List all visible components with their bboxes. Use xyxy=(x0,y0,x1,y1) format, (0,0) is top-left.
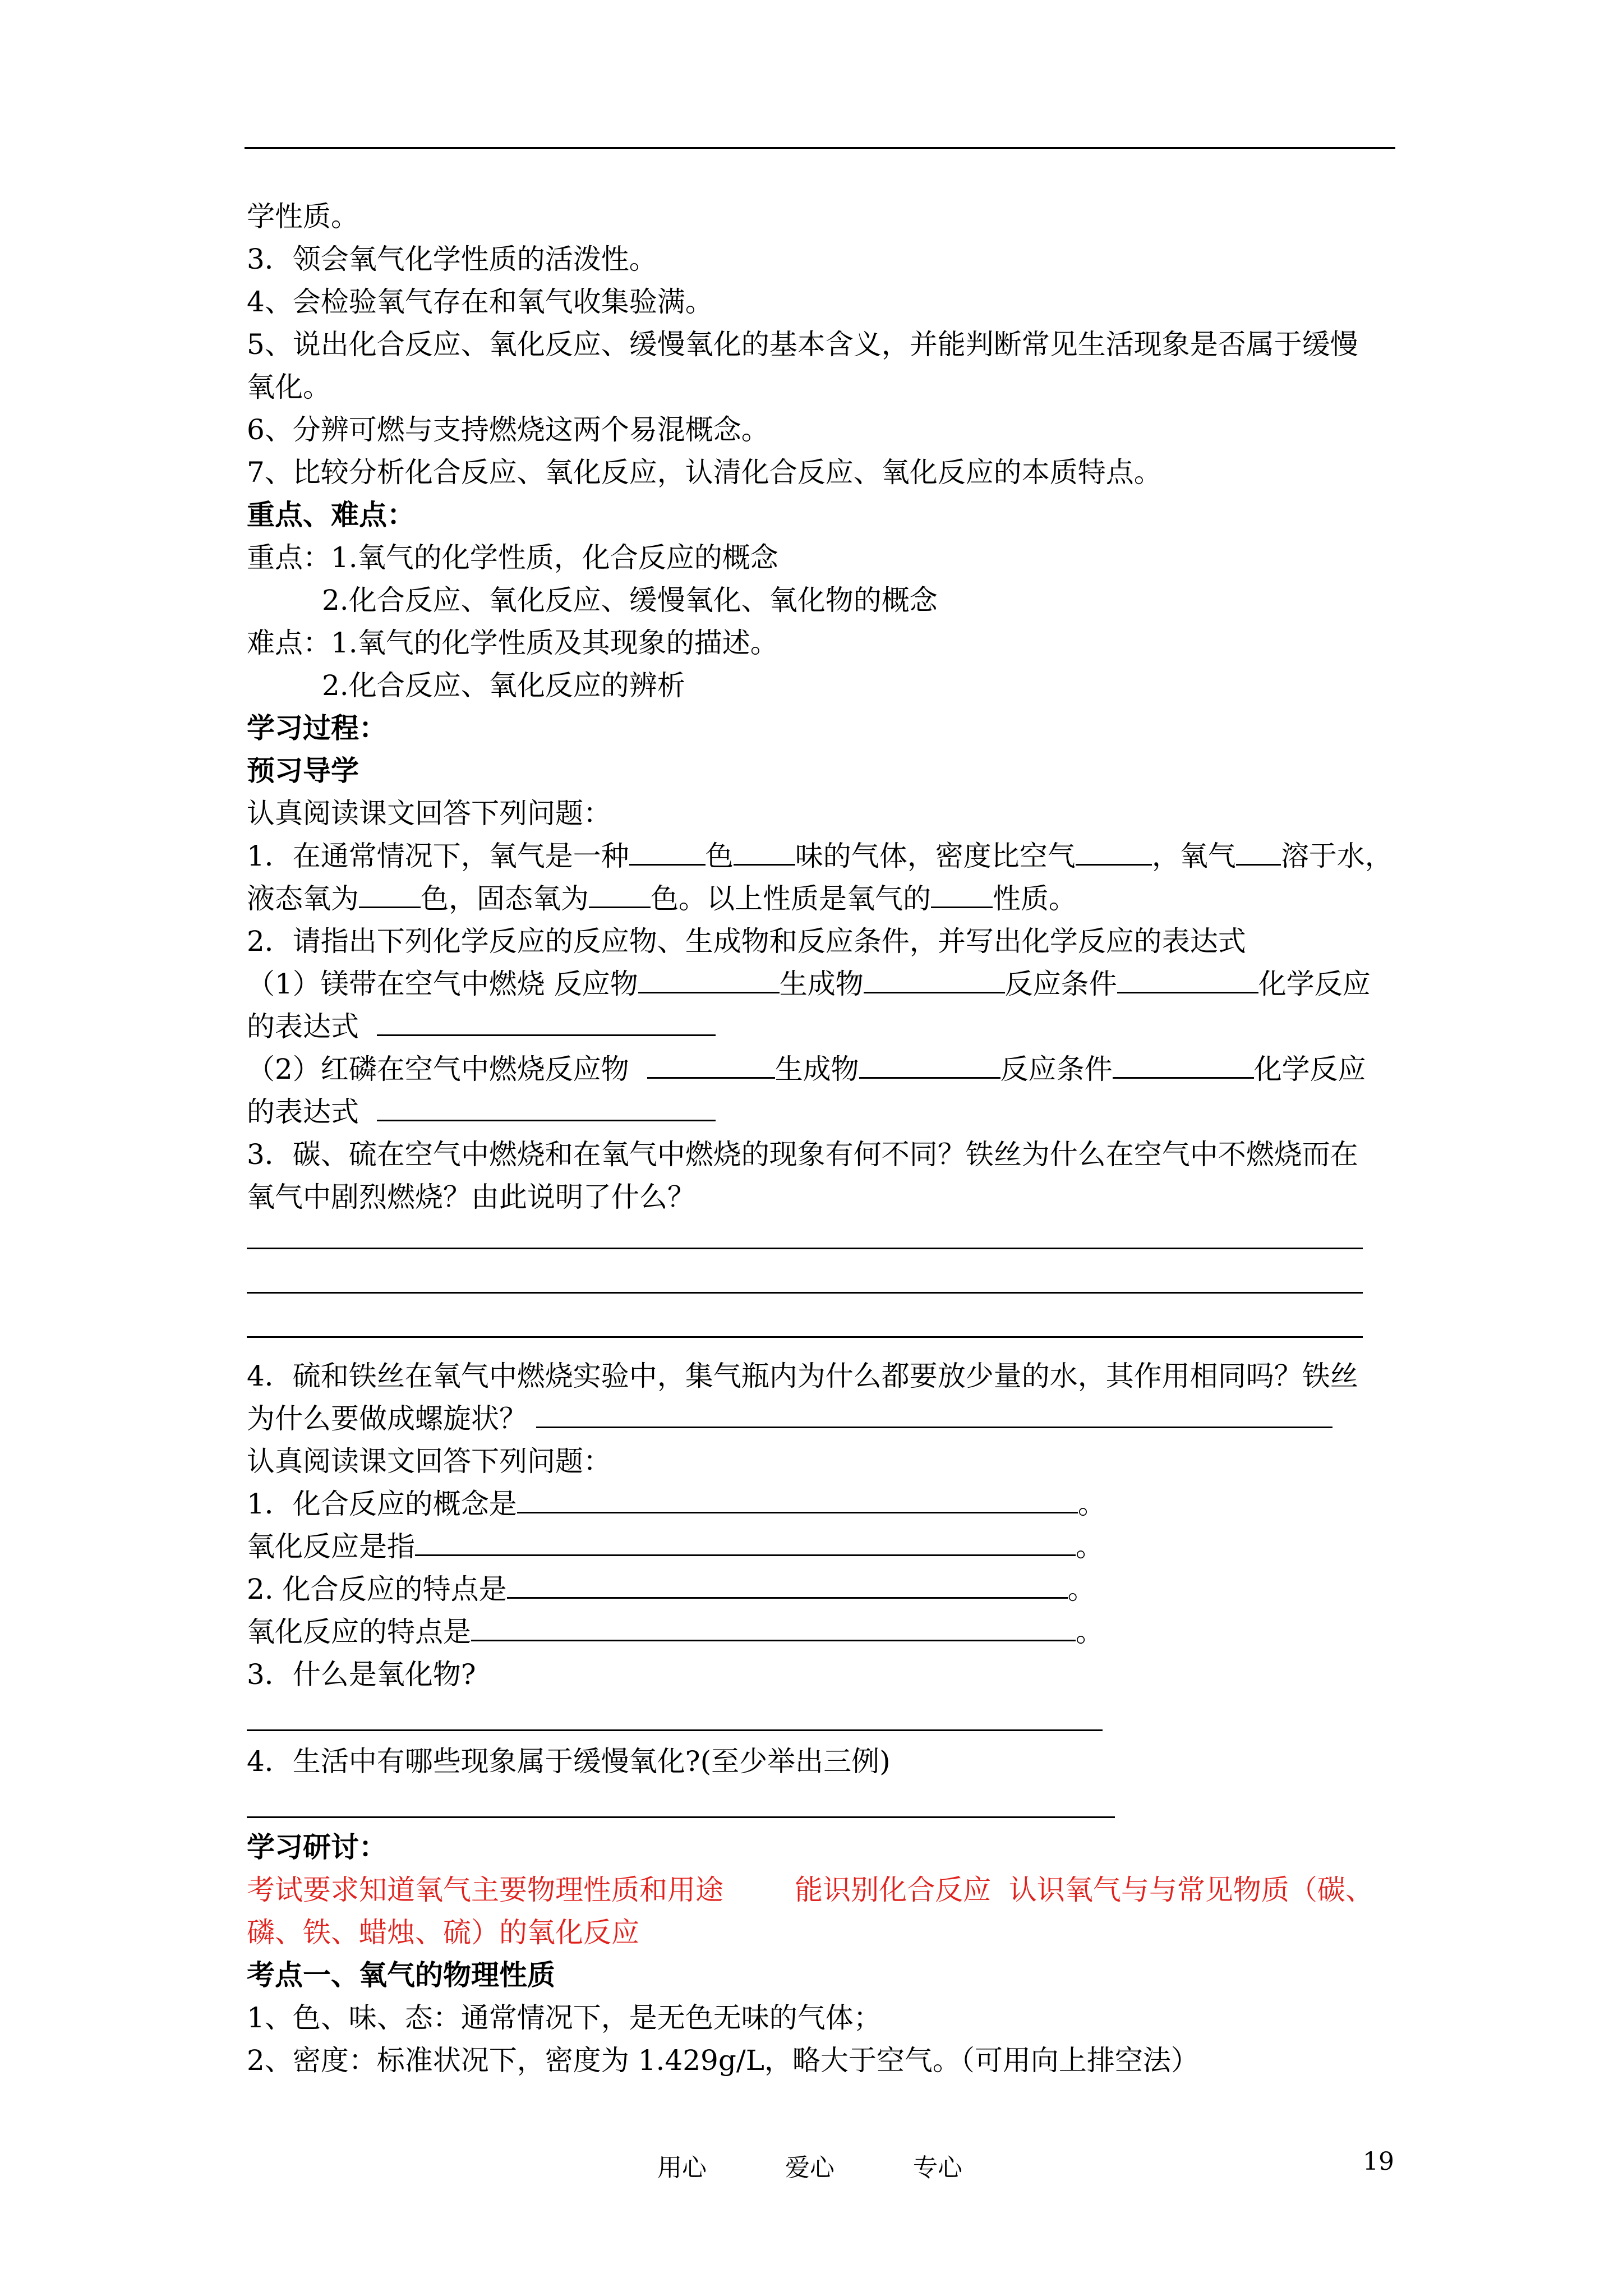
property-density: 2、密度：标准状况下，密度为 1.429g/L，略大于空气。（可用向上排空法） xyxy=(247,2044,1199,2077)
answer-blank[interactable] xyxy=(1236,839,1281,866)
concept-question-4: 氧化反应的特点是 。 xyxy=(247,1616,1104,1648)
question-4: 4．硫和铁丝在氧气中燃烧实验中，集气瓶内为什么都要放少量的水，其作用相同吗？铁丝 xyxy=(247,1360,1358,1392)
answer-blank[interactable] xyxy=(471,1615,1076,1641)
question-2: 2．请指出下列化学反应的反应物、生成物和反应条件，并写出化学反应的表达式 xyxy=(247,925,1246,958)
answer-blank[interactable] xyxy=(629,839,706,866)
question-2-1-cont: 的表达式 xyxy=(247,1005,1413,1048)
answer-blank[interactable] xyxy=(1113,1052,1254,1079)
answer-blank[interactable] xyxy=(931,882,993,908)
concept-question-3: 2. 化合反应的特点是 。 xyxy=(247,1573,1096,1605)
question-1: 1．在通常情况下，氧气是一种 色 味的气体，密度比空气 ，氧气 溶于水， xyxy=(247,840,1393,872)
objective-7: 7、比较分析化合反应、氧化反应，认清化合反应、氧化反应的本质特点。 xyxy=(247,456,1162,489)
preview-heading: 预习导学 xyxy=(247,754,359,787)
property-color: 1、色、味、态：通常情况下，是无色无味的气体； xyxy=(247,2001,882,2034)
read-instruction-2: 认真阅读课文回答下列问题： xyxy=(247,1445,611,1478)
header-rule xyxy=(245,147,1395,149)
objective-6: 6、分辨可燃与支持燃烧这两个易混概念。 xyxy=(247,413,769,446)
answer-blank[interactable] xyxy=(864,967,1005,993)
difficulty-2: 2.化合反应、氧化反应的辨析 xyxy=(322,669,685,702)
key-points-heading: 重点、难点： xyxy=(247,498,415,531)
answer-blank[interactable] xyxy=(1076,839,1152,866)
answer-blank[interactable] xyxy=(536,1402,1332,1428)
page-number: 19 xyxy=(1363,2147,1394,2176)
key-topic-1: 考点一、氧气的物理性质 xyxy=(247,1958,555,1991)
answer-blank[interactable] xyxy=(507,1572,1068,1599)
answer-blank[interactable] xyxy=(377,1095,716,1121)
answer-blank[interactable] xyxy=(638,967,780,993)
objective-5: 5、说出化合反应、氧化反应、缓慢氧化的基本含义，并能判断常见生活现象是否属于缓慢 xyxy=(247,328,1358,361)
answer-blank[interactable] xyxy=(734,839,795,866)
process-heading: 学习过程： xyxy=(247,711,387,744)
study-heading: 学习研讨： xyxy=(247,1830,387,1864)
answer-blank[interactable] xyxy=(589,882,651,908)
answer-blank[interactable] xyxy=(647,1052,775,1079)
document-body xyxy=(247,195,1413,2082)
exam-requirement: 考试要求知道氧气主要物理性质和用途 能识别化合反应 认识氧气与与常见物质（碳、 xyxy=(247,1874,1373,1906)
question-4-cont: 为什么要做成螺旋状？ xyxy=(247,1397,1413,1440)
objective-5-cont: 氧化。 xyxy=(247,371,331,403)
answer-blank[interactable] xyxy=(517,1487,1078,1513)
question-2-1: （1）镁带在空气中燃烧 反应物 生成物 反应条件 化学反应 xyxy=(247,968,1371,1000)
question-2-2: （2）红磷在空气中燃烧反应物 生成物 反应条件 化学反应 xyxy=(247,1053,1366,1085)
slow-oxidation-question: 4．生活中有哪些现象属于缓慢氧化?(至少举出三例) xyxy=(247,1745,891,1778)
answer-blank[interactable] xyxy=(859,1052,1000,1079)
answer-blank[interactable] xyxy=(415,1530,1076,1556)
question-3-cont: 氧气中剧烈燃烧？由此说明了什么？ xyxy=(247,1181,695,1213)
exam-requirement-cont: 磷、铁、蜡烛、硫）的氧化反应 xyxy=(247,1916,639,1949)
answer-blank[interactable] xyxy=(1117,967,1258,993)
oxide-question: 3．什么是氧化物? xyxy=(247,1658,476,1691)
answer-blank[interactable] xyxy=(377,1010,716,1036)
answer-blank[interactable] xyxy=(359,882,421,908)
concept-question-2: 氧化反应是指 。 xyxy=(247,1530,1104,1563)
key-point-1: 重点：1.氧气的化学性质，化合反应的概念 xyxy=(247,541,778,574)
question-2-2-cont: 的表达式 xyxy=(247,1091,1413,1133)
key-point-2: 2.化合反应、氧化反应、缓慢氧化、氧化物的概念 xyxy=(322,584,938,616)
read-instruction: 认真阅读课文回答下列问题： xyxy=(247,797,611,830)
difficulty-1: 难点：1.氧气的化学性质及其现象的描述。 xyxy=(247,627,778,659)
objective-3: 3．领会氧气化学性质的活泼性。 xyxy=(247,243,657,275)
concept-question-1: 1．化合反应的概念是 。 xyxy=(247,1488,1106,1520)
objective-4: 4、会检验氧气存在和氧气收集验满。 xyxy=(247,286,713,318)
text-line: 学性质。 xyxy=(247,200,359,233)
footer-motto: 用心 爱心 专心 xyxy=(657,2154,962,2182)
question-3: 3．碳、硫在空气中燃烧和在氧气中燃烧的现象有何不同？铁丝为什么在空气中不燃烧而在 xyxy=(247,1138,1358,1171)
question-1-cont: 液态氧为 色，固态氧为 色。以上性质是氧气的 性质。 xyxy=(247,882,1077,915)
